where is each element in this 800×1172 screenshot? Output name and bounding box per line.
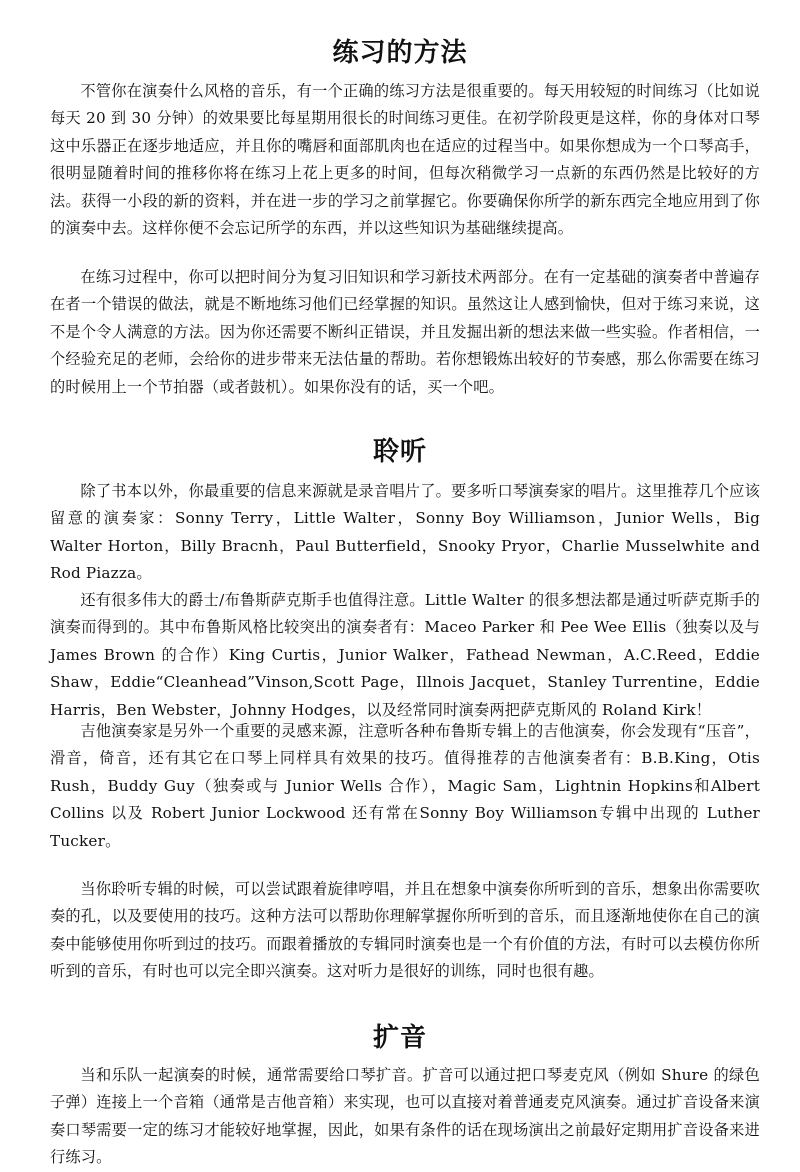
paragraph-listening-1: 除了书本以外，你最重要的信息来源就是录音唱片了。要多听口琴演奏家的唱片。这里推荐几个应该留意的演奏家：Sonny Terry，Little Walter，Sonny Boy Williamson，Junior Wells，Big Walter Horton，Billy Bracnh，Paul Butterfield，Snooky Pryor，Charlie Musselwhite and Rod Piazza。: [50, 482, 760, 583]
section-title-practice: 练习的方法: [332, 38, 468, 68]
section-title-amplification: 扩音: [372, 1023, 427, 1053]
paragraph-listening-4: 当你聆听专辑的时候，可以尝试跟着旋律哼唱，并且在想象中演奏你所听到的音乐，想象出你需要吹奏的孔，以及要使用的技巧。这种方法可以帮助你理解掌握你所听到的音乐，而且逐渐地使你在自己的演奏中能够使用你听到过的技巧。而跟着播放的专辑同时演奏也是一个有价值的方法，有时可以去模仿你所听到的音乐，有时也可以完全即兴演奏。这对听力是很好的训练，同时也很有趣。: [50, 880, 760, 981]
paragraph-listening-2: 还有很多伟大的爵士/布鲁斯萨克斯手也值得注意。Little Walter 的很多想法都是通过听萨克斯手的演奏而得到的。其中布鲁斯风格比较突出的演奏者有：Maceo Parker 和 Pee Wee Ellis（独奏以及与 James Brown 的合作）King Curtis，Junior Walker，Fathead Newman，A.C.Reed，Eddie Shaw，Eddie“Cleanhead”Vinson,Scott Page，Illnois Jacquet，Stanley Turrentine，Eddie Harris，Ben Webster，Johnny Hodges，以及经常同时演奏两把萨克斯风的 Roland Kirk！: [50, 591, 760, 719]
paragraph-practice-1: 不管你在演奏什么风格的音乐，有一个正确的练习方法是很重要的。每天用较短的时间练习（比如说每天 20 到 30 分钟）的效果要比每星期用很长的时间练习更佳。在初学阶段更是这样，你的身体对口琴这中乐器正在逐步地适应，并且你的嘴唇和面部肌肉也在适应的过程当中。如果你想成为一个口琴高手，很明显随着时间的推移你将在练习上花上更多的时间，但每次稍微学习一点新的东西仍然是比较好的方法。获得一小段的新的资料，并在进一步的学习之前掌握它。你要确保你所学的新东西完全地应用到了你的演奏中去。这样你便不会忘记所学的东西，并以这些知识为基础继续提高。: [50, 82, 760, 238]
paragraph-amplification-1: 当和乐队一起演奏的时候，通常需要给口琴扩音。扩音可以通过把口琴麦克风（例如 Shure 的绿色子弹）连接上一个音箱（通常是吉他音箱）来实现，也可以直接对着普通麦克风演奏。通过扩音设备来演奏口琴需要一定的练习才能较好地掌握，因此，如果有条件的话在现场演出之前最好定期用扩音设备来进行练习。: [50, 1066, 760, 1167]
paragraph-listening-3: 吉他演奏家是另外一个重要的灵感来源，注意听各种布鲁斯专辑上的吉他演奏，你会发现有“压音”，滑音，倚音，还有其它在口琴上同样具有效果的技巧。值得推荐的吉他演奏者有：B.B.King，Otis Rush，Buddy Guy（独奏或与 Junior Wells 合作），Magic Sam，Lightnin Hopkins和Albert Collins 以及 Robert Junior Lockwood 还有常在Sonny Boy Williamson专辑中出现的 Luther Tucker。: [50, 722, 760, 850]
section-title-listening: 聆听: [372, 437, 427, 467]
paragraph-practice-2: 在练习过程中，你可以把时间分为复习旧知识和学习新技术两部分。在有一定基础的演奏者中普遍存在者一个错误的做法，就是不断地练习他们已经掌握的知识。虽然这让人感到愉快，但对于练习来说，这不是个令人满意的方法。因为你还需要不断纠正错误，并且发掘出新的想法来做一些实验。作者相信，一个经验充足的老师，会给你的进步带来无法估量的帮助。若你想锻炼出较好的节奏感，那么你需要在练习的时候用上一个节拍器（或者鼓机）。如果你没有的话，买一个吧。: [50, 268, 760, 396]
